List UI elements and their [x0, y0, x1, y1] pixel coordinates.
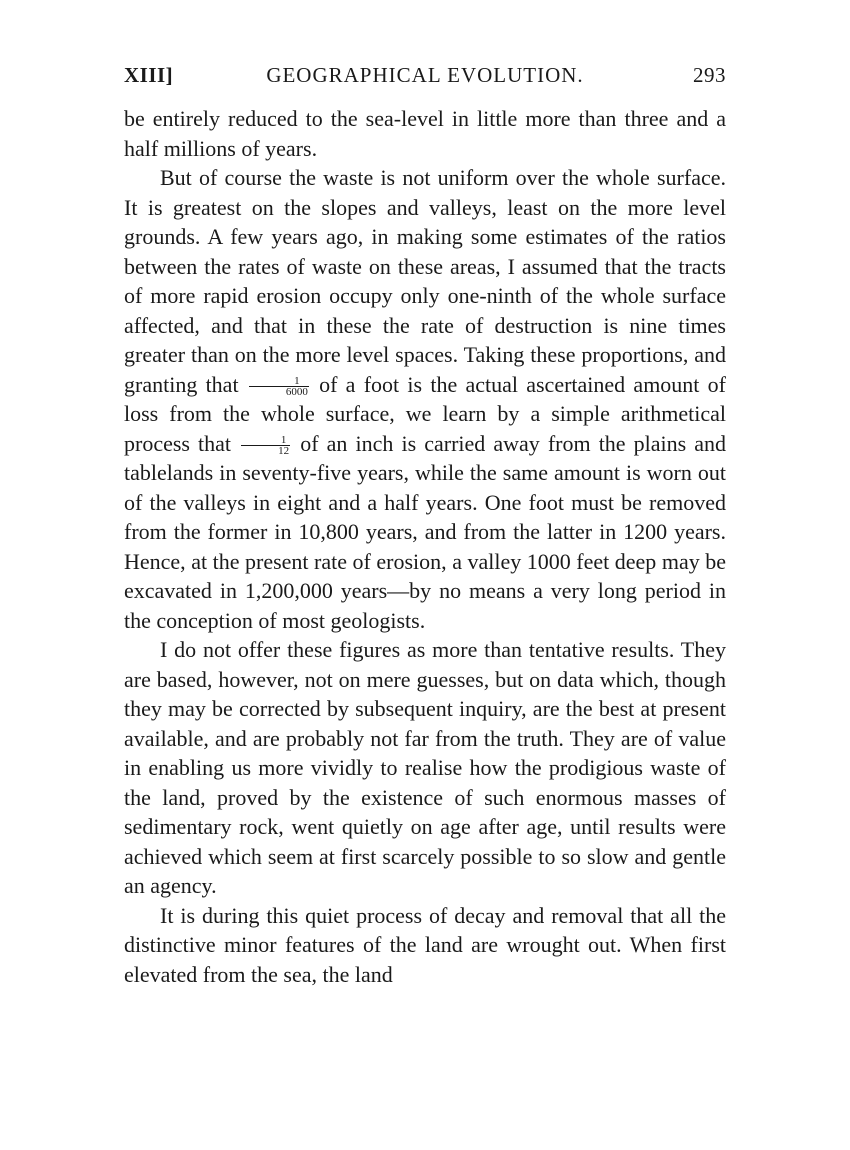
fraction-denominator: 12: [278, 444, 290, 457]
fraction-one-twelfth: [241, 435, 290, 456]
fraction-one-six-thousandth: [249, 376, 309, 397]
paragraph-2-part-a: But of course the waste is not uniform over the whole surface. It is greatest on the slopes and valleys, least on the more level grounds. A few years ago, in making some estimates of the ratios between the rates of waste on these areas, I assumed that the tracts of more rapid erosion occupy only one-ninth of the whole surface affected, and that in these the rate of destruction is nine times greater than on the more level spaces. Taking these proportions, and granting that: [124, 165, 726, 397]
running-head: [124, 60, 726, 90]
paragraph-2: [124, 163, 726, 635]
body-text: [124, 104, 726, 989]
paragraph-4: It is during this quiet process of decay and removal that all the distinctive minor features of the land are wrought out. When first elevated from the sea, the land: [124, 902, 726, 987]
fraction-numerator: 1: [249, 376, 309, 387]
page-number: 293: [693, 63, 726, 87]
running-title: GEOGRAPHICAL EVOLUTION.: [266, 63, 584, 87]
fraction-denominator: 6000: [285, 385, 308, 398]
fraction-numerator: 1: [241, 435, 290, 446]
paragraph-2-part-b: of a foot is the actual ascertained amount of loss from the whole surface, we learn by a simple arithmetical process that: [124, 371, 727, 456]
paragraph-2-part-c: of an inch is carried away from the plains and tablelands in seventy-five years, while the same amount is worn out of the valleys in eight and a half years. One foot must be removed from the former in 10,800 years, and from the latter in 1200 years. Hence, at the present rate of erosion, a valley 1000 feet deep may be excavated in 1,200,000 years—by no means a very long period in the conception of most geologists.: [124, 430, 727, 633]
paragraph-1: be entirely reduced to the sea-level in little more than three and a half millions of years.: [124, 106, 726, 161]
paragraph-3: I do not offer these figures as more than tentative results. They are based, however, not on mere guesses, but on data which, though they may be corrected by subsequent inquiry, are the best at present available, and are probably not far from the truth. They are of value in enabling us more vividly to realise how the prodigious waste of the land, proved by the existence of such enormous masses of sedimentary rock, went quietly on age after age, until results were achieved which seem at first scarcely possible to so slow and gentle an agency.: [124, 637, 726, 898]
chapter-number: XIII]: [124, 63, 174, 87]
